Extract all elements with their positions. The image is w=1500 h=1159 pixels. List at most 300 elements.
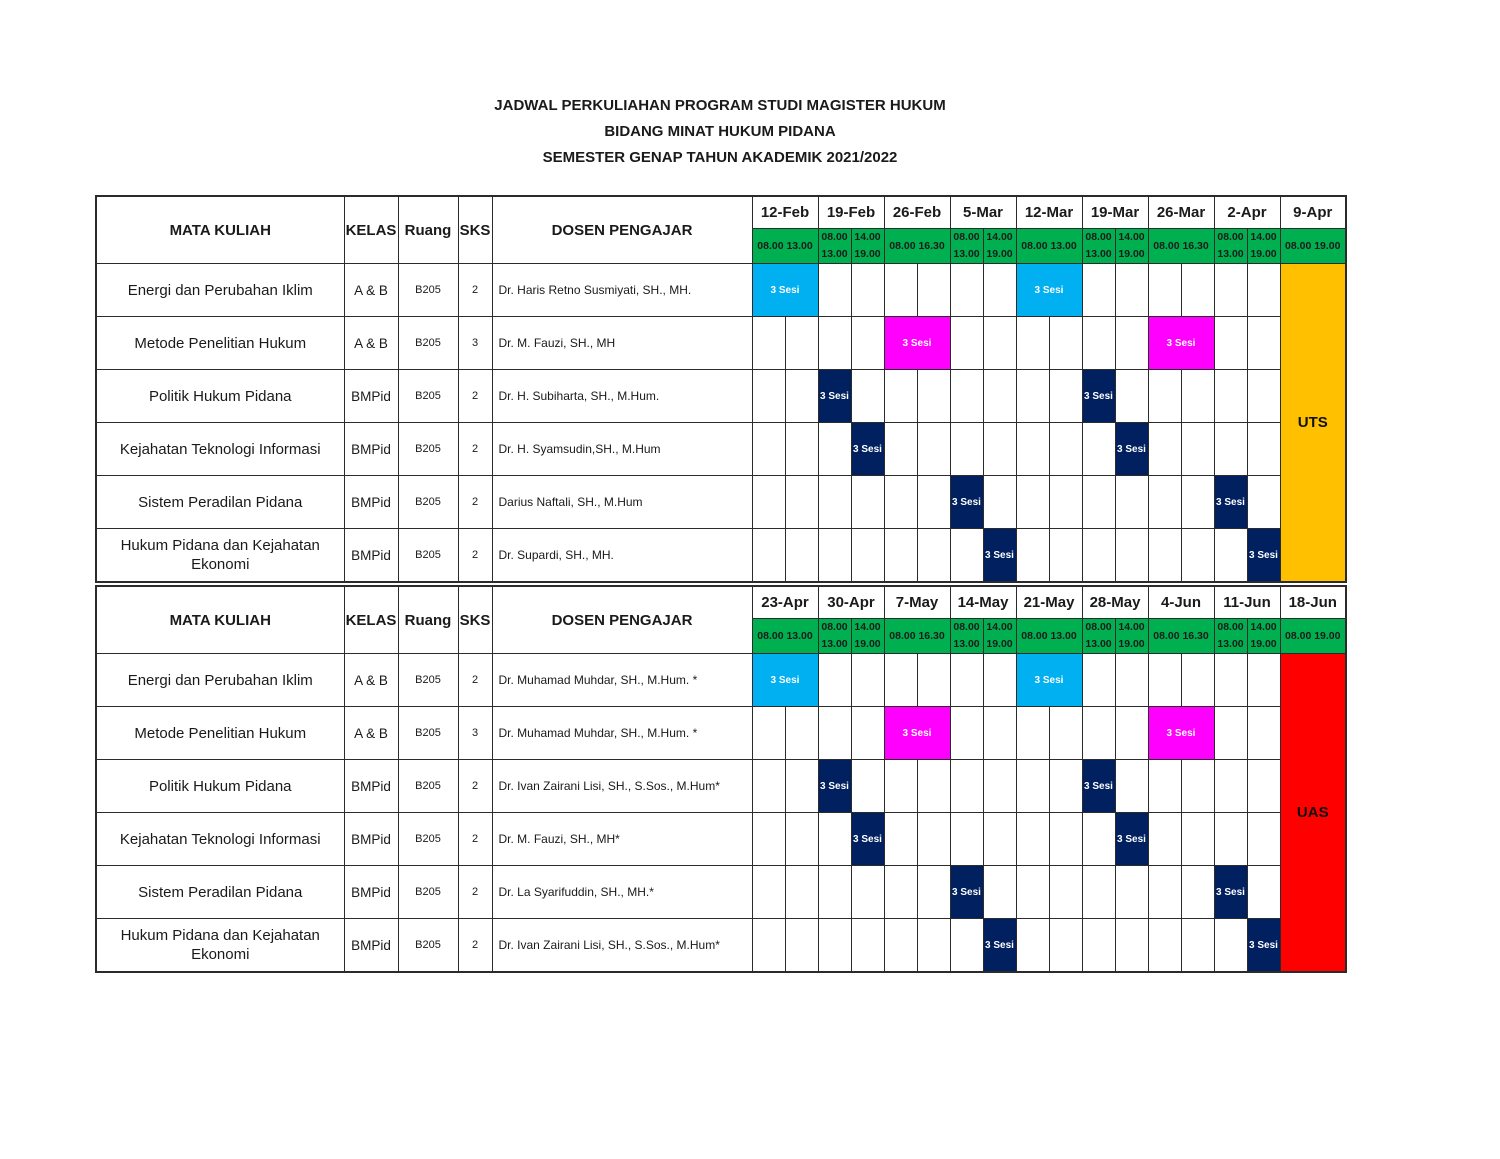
empty-slot xyxy=(884,264,917,317)
empty-slot xyxy=(884,529,917,583)
empty-slot xyxy=(1247,423,1280,476)
empty-slot xyxy=(1049,476,1082,529)
empty-slot xyxy=(1181,919,1214,973)
empty-slot xyxy=(1082,423,1115,476)
time-slot-label: 08.00 xyxy=(1085,231,1112,243)
sks-cell: 2 xyxy=(458,654,492,707)
col-header-ruang: Ruang xyxy=(398,586,458,654)
empty-slot xyxy=(1115,476,1148,529)
empty-slot xyxy=(1016,919,1049,973)
empty-slot xyxy=(884,654,917,707)
empty-slot xyxy=(884,866,917,919)
time-slot-label: 13.00 xyxy=(821,638,848,650)
time-slot-stack xyxy=(1215,229,1247,263)
col-header-ruang: Ruang xyxy=(398,196,458,264)
time-slot-label: 19.00 xyxy=(1118,248,1145,260)
empty-slot xyxy=(884,919,917,973)
time-slot-stack xyxy=(1248,229,1280,263)
empty-slot xyxy=(1016,707,1049,760)
time-slot xyxy=(851,619,884,654)
time-slot-stack xyxy=(1116,619,1148,653)
empty-slot xyxy=(1115,919,1148,973)
empty-slot xyxy=(1082,317,1115,370)
table-row xyxy=(96,919,1346,973)
empty-slot xyxy=(1082,476,1115,529)
schedule-table-second-half xyxy=(95,585,1347,973)
empty-slot xyxy=(1115,707,1148,760)
time-slot-stack xyxy=(951,619,983,653)
empty-slot xyxy=(1181,654,1214,707)
empty-slot xyxy=(785,760,818,813)
col-header-kelas: KELAS xyxy=(344,586,398,654)
table-row xyxy=(96,866,1346,919)
empty-slot xyxy=(950,707,983,760)
empty-slot xyxy=(950,654,983,707)
empty-slot xyxy=(1214,423,1247,476)
empty-slot xyxy=(983,476,1016,529)
empty-slot xyxy=(1115,264,1148,317)
time-slot xyxy=(983,229,1016,264)
empty-slot xyxy=(1148,866,1181,919)
time-slot-label: 14.00 xyxy=(986,231,1013,243)
empty-slot xyxy=(1181,370,1214,423)
time-slot-label: 14.00 xyxy=(1250,621,1277,633)
table-row xyxy=(96,707,1346,760)
time-slot-label: 19.00 xyxy=(1250,248,1277,260)
empty-slot xyxy=(1148,423,1181,476)
time-slot-stack xyxy=(1083,619,1115,653)
dosen-cell: Dr. Haris Retno Susmiyati, SH., MH. xyxy=(492,264,752,317)
table-row xyxy=(96,264,1346,317)
col-header-mata-kuliah: MATA KULIAH xyxy=(96,586,344,654)
ruang-cell: B205 xyxy=(398,529,458,583)
col-header-dosen-pengajar: DOSEN PENGAJAR xyxy=(492,196,752,264)
empty-slot xyxy=(1247,760,1280,813)
course-cell: Energi dan Perubahan Iklim xyxy=(96,654,344,707)
session-cell: 3 Sesi xyxy=(1247,529,1280,583)
empty-slot xyxy=(785,919,818,973)
empty-slot xyxy=(983,370,1016,423)
kelas-cell: A & B xyxy=(344,707,398,760)
sks-cell: 2 xyxy=(458,866,492,919)
session-cell: 3 Sesi xyxy=(818,760,851,813)
course-cell: Metode Penelitian Hukum xyxy=(96,707,344,760)
sks-cell: 2 xyxy=(458,813,492,866)
sks-cell: 2 xyxy=(458,264,492,317)
time-slot: 08.00 16.30 xyxy=(884,619,950,654)
time-slot: 08.00 19.00 xyxy=(1280,619,1346,654)
empty-slot xyxy=(752,317,785,370)
empty-slot xyxy=(1115,370,1148,423)
empty-slot xyxy=(983,317,1016,370)
session-cell: 3 Sesi xyxy=(884,317,950,370)
time-slot-label: 14.00 xyxy=(854,621,881,633)
empty-slot xyxy=(818,707,851,760)
empty-slot xyxy=(1214,707,1247,760)
table-row xyxy=(96,654,1346,707)
empty-slot xyxy=(1247,317,1280,370)
time-slot-label: 19.00 xyxy=(986,638,1013,650)
session-cell: 3 Sesi xyxy=(1148,707,1214,760)
empty-slot xyxy=(785,317,818,370)
empty-slot xyxy=(752,813,785,866)
table-row xyxy=(96,760,1346,813)
empty-slot xyxy=(1214,813,1247,866)
empty-slot xyxy=(917,423,950,476)
sks-cell: 2 xyxy=(458,370,492,423)
empty-slot xyxy=(851,760,884,813)
empty-slot xyxy=(1016,423,1049,476)
kelas-cell: BMPid xyxy=(344,423,398,476)
date-header: 4-Jun xyxy=(1148,586,1214,619)
session-cell: 3 Sesi xyxy=(983,919,1016,973)
ruang-cell: B205 xyxy=(398,866,458,919)
header-row-dates xyxy=(96,196,1346,229)
empty-slot xyxy=(818,423,851,476)
time-slot-label: 19.00 xyxy=(1118,638,1145,650)
date-header: 30-Apr xyxy=(818,586,884,619)
time-slot-stack xyxy=(1248,619,1280,653)
empty-slot xyxy=(1148,813,1181,866)
time-slot-label: 13.00 xyxy=(1217,638,1244,650)
empty-slot xyxy=(950,919,983,973)
empty-slot xyxy=(785,423,818,476)
time-slot-label: 08.00 xyxy=(821,231,848,243)
empty-slot xyxy=(1214,654,1247,707)
time-slot-stack xyxy=(1083,229,1115,263)
empty-slot xyxy=(917,529,950,583)
time-slot: 08.00 13.00 xyxy=(1016,619,1082,654)
empty-slot xyxy=(818,476,851,529)
empty-slot xyxy=(917,760,950,813)
empty-slot xyxy=(950,317,983,370)
sks-cell: 2 xyxy=(458,476,492,529)
empty-slot xyxy=(983,654,1016,707)
date-header: 7-May xyxy=(884,586,950,619)
empty-slot xyxy=(1016,813,1049,866)
empty-slot xyxy=(851,866,884,919)
ruang-cell: B205 xyxy=(398,370,458,423)
course-cell: Energi dan Perubahan Iklim xyxy=(96,264,344,317)
empty-slot xyxy=(752,866,785,919)
empty-slot xyxy=(1115,866,1148,919)
ruang-cell: B205 xyxy=(398,760,458,813)
empty-slot xyxy=(1148,529,1181,583)
empty-slot xyxy=(851,476,884,529)
empty-slot xyxy=(1181,264,1214,317)
time-slot xyxy=(818,619,851,654)
empty-slot xyxy=(917,919,950,973)
empty-slot xyxy=(884,760,917,813)
empty-slot xyxy=(752,423,785,476)
empty-slot xyxy=(818,813,851,866)
empty-slot xyxy=(1082,707,1115,760)
empty-slot xyxy=(1016,866,1049,919)
course-cell: Hukum Pidana dan Kejahatan Ekonomi xyxy=(96,919,344,973)
empty-slot xyxy=(818,529,851,583)
time-slot: 08.00 13.00 xyxy=(752,229,818,264)
time-slot-label: 08.00 xyxy=(821,621,848,633)
exam-block: UAS xyxy=(1280,654,1346,973)
session-cell: 3 Sesi xyxy=(1115,813,1148,866)
empty-slot xyxy=(752,476,785,529)
ruang-cell: B205 xyxy=(398,707,458,760)
kelas-cell: BMPid xyxy=(344,370,398,423)
empty-slot xyxy=(1148,760,1181,813)
empty-slot xyxy=(851,264,884,317)
empty-slot xyxy=(917,476,950,529)
dosen-cell: Dr. Ivan Zairani Lisi, SH., S.Sos., M.Hum* xyxy=(492,760,752,813)
date-header: 12-Feb xyxy=(752,196,818,229)
time-slot xyxy=(1247,229,1280,264)
empty-slot xyxy=(1082,813,1115,866)
empty-slot xyxy=(1214,919,1247,973)
time-slot-stack xyxy=(1215,619,1247,653)
empty-slot xyxy=(1247,654,1280,707)
empty-slot xyxy=(1181,423,1214,476)
empty-slot xyxy=(983,760,1016,813)
kelas-cell: BMPid xyxy=(344,476,398,529)
time-slot-label: 19.00 xyxy=(1250,638,1277,650)
dosen-cell: Dr. Supardi, SH., MH. xyxy=(492,529,752,583)
session-cell: 3 Sesi xyxy=(752,264,818,317)
empty-slot xyxy=(983,264,1016,317)
time-slot xyxy=(1115,619,1148,654)
empty-slot xyxy=(1181,529,1214,583)
exam-block: UTS xyxy=(1280,264,1346,583)
sks-cell: 3 xyxy=(458,317,492,370)
title-line-3: SEMESTER GENAP TAHUN AKADEMIK 2021/2022 xyxy=(542,149,898,166)
time-slot-label: 14.00 xyxy=(1250,231,1277,243)
empty-slot xyxy=(1049,866,1082,919)
time-slot-label: 08.00 xyxy=(953,621,980,633)
time-slot-label: 13.00 xyxy=(1085,638,1112,650)
empty-slot xyxy=(1148,370,1181,423)
empty-slot xyxy=(1049,760,1082,813)
ruang-cell: B205 xyxy=(398,654,458,707)
empty-slot xyxy=(1016,317,1049,370)
time-slot-label: 19.00 xyxy=(854,638,881,650)
time-slot-stack xyxy=(984,229,1016,263)
empty-slot xyxy=(1181,813,1214,866)
time-slot: 08.00 13.00 xyxy=(752,619,818,654)
empty-slot xyxy=(1049,370,1082,423)
empty-slot xyxy=(1247,264,1280,317)
date-header: 21-May xyxy=(1016,586,1082,619)
empty-slot xyxy=(785,707,818,760)
course-cell: Metode Penelitian Hukum xyxy=(96,317,344,370)
course-cell: Sistem Peradilan Pidana xyxy=(96,866,344,919)
time-slot-label: 08.00 xyxy=(1217,231,1244,243)
empty-slot xyxy=(1181,476,1214,529)
schedule-table-first-half xyxy=(95,195,1347,583)
time-slot xyxy=(1115,229,1148,264)
empty-slot xyxy=(983,707,1016,760)
session-cell: 3 Sesi xyxy=(884,707,950,760)
empty-slot xyxy=(1214,264,1247,317)
empty-slot xyxy=(1049,813,1082,866)
empty-slot xyxy=(1016,760,1049,813)
empty-slot xyxy=(1115,654,1148,707)
session-cell: 3 Sesi xyxy=(1016,264,1082,317)
empty-slot xyxy=(752,760,785,813)
time-slot-stack xyxy=(852,229,884,263)
empty-slot xyxy=(1214,370,1247,423)
time-slot-label: 13.00 xyxy=(821,248,848,260)
session-cell: 3 Sesi xyxy=(1016,654,1082,707)
empty-slot xyxy=(1214,317,1247,370)
course-cell: Kejahatan Teknologi Informasi xyxy=(96,423,344,476)
kelas-cell: BMPid xyxy=(344,919,398,973)
col-header-sks: SKS xyxy=(458,196,492,264)
session-cell: 3 Sesi xyxy=(1148,317,1214,370)
ruang-cell: B205 xyxy=(398,476,458,529)
empty-slot xyxy=(1148,476,1181,529)
session-cell: 3 Sesi xyxy=(818,370,851,423)
dosen-cell: Dr. H. Syamsudin,SH., M.Hum xyxy=(492,423,752,476)
time-slot-label: 14.00 xyxy=(854,231,881,243)
date-header: 14-May xyxy=(950,586,1016,619)
empty-slot xyxy=(818,654,851,707)
empty-slot xyxy=(884,813,917,866)
date-header: 19-Feb xyxy=(818,196,884,229)
date-header: 9-Apr xyxy=(1280,196,1346,229)
empty-slot xyxy=(1049,919,1082,973)
time-slot: 08.00 13.00 xyxy=(1016,229,1082,264)
table-row xyxy=(96,813,1346,866)
empty-slot xyxy=(1082,264,1115,317)
empty-slot xyxy=(851,317,884,370)
kelas-cell: A & B xyxy=(344,654,398,707)
empty-slot xyxy=(983,813,1016,866)
kelas-cell: BMPid xyxy=(344,866,398,919)
empty-slot xyxy=(1016,476,1049,529)
time-slot xyxy=(1247,619,1280,654)
time-slot-label: 08.00 xyxy=(1217,621,1244,633)
empty-slot xyxy=(950,529,983,583)
empty-slot xyxy=(752,529,785,583)
dosen-cell: Dr. Ivan Zairani Lisi, SH., S.Sos., M.Hum* xyxy=(492,919,752,973)
time-slot-label: 14.00 xyxy=(1118,621,1145,633)
time-slot-label: 13.00 xyxy=(1085,248,1112,260)
table-row xyxy=(96,476,1346,529)
empty-slot xyxy=(1181,866,1214,919)
empty-slot xyxy=(983,866,1016,919)
empty-slot xyxy=(785,476,818,529)
empty-slot xyxy=(818,866,851,919)
date-header: 18-Jun xyxy=(1280,586,1346,619)
time-slot-stack xyxy=(984,619,1016,653)
empty-slot xyxy=(752,919,785,973)
empty-slot xyxy=(917,813,950,866)
empty-slot xyxy=(785,813,818,866)
time-slot-label: 08.00 xyxy=(1085,621,1112,633)
date-header: 2-Apr xyxy=(1214,196,1280,229)
session-cell: 3 Sesi xyxy=(950,866,983,919)
sks-cell: 3 xyxy=(458,707,492,760)
dosen-cell: Dr. M. Fauzi, SH., MH xyxy=(492,317,752,370)
empty-slot xyxy=(1115,317,1148,370)
empty-slot xyxy=(1181,760,1214,813)
sks-cell: 2 xyxy=(458,529,492,583)
time-slot xyxy=(1214,619,1247,654)
empty-slot xyxy=(1247,707,1280,760)
time-slot xyxy=(1214,229,1247,264)
sks-cell: 2 xyxy=(458,423,492,476)
session-cell: 3 Sesi xyxy=(1082,370,1115,423)
title-line-2: BIDANG MINAT HUKUM PIDANA xyxy=(604,123,836,140)
empty-slot xyxy=(1082,529,1115,583)
session-cell: 3 Sesi xyxy=(851,813,884,866)
dosen-cell: Dr. H. Subiharta, SH., M.Hum. xyxy=(492,370,752,423)
time-slot-stack xyxy=(852,619,884,653)
empty-slot xyxy=(1148,919,1181,973)
time-slot-label: 14.00 xyxy=(1118,231,1145,243)
empty-slot xyxy=(818,919,851,973)
sks-cell: 2 xyxy=(458,760,492,813)
empty-slot xyxy=(917,370,950,423)
date-header: 23-Apr xyxy=(752,586,818,619)
empty-slot xyxy=(1049,423,1082,476)
empty-slot xyxy=(983,423,1016,476)
empty-slot xyxy=(1247,370,1280,423)
time-slot-stack xyxy=(819,229,851,263)
empty-slot xyxy=(851,707,884,760)
empty-slot xyxy=(1115,760,1148,813)
empty-slot xyxy=(1214,760,1247,813)
empty-slot xyxy=(785,529,818,583)
col-header-sks: SKS xyxy=(458,586,492,654)
time-slot: 08.00 19.00 xyxy=(1280,229,1346,264)
empty-slot xyxy=(1148,264,1181,317)
time-slot-label: 13.00 xyxy=(953,638,980,650)
empty-slot xyxy=(917,264,950,317)
empty-slot xyxy=(884,423,917,476)
empty-slot xyxy=(1082,654,1115,707)
empty-slot xyxy=(1049,317,1082,370)
session-cell: 3 Sesi xyxy=(983,529,1016,583)
kelas-cell: BMPid xyxy=(344,760,398,813)
time-slot-stack xyxy=(951,229,983,263)
empty-slot xyxy=(917,866,950,919)
time-slot xyxy=(1082,619,1115,654)
empty-slot xyxy=(818,317,851,370)
time-slot-stack xyxy=(819,619,851,653)
time-slot: 08.00 16.30 xyxy=(1148,229,1214,264)
empty-slot xyxy=(785,866,818,919)
date-header: 19-Mar xyxy=(1082,196,1148,229)
course-cell: Politik Hukum Pidana xyxy=(96,760,344,813)
empty-slot xyxy=(1049,529,1082,583)
empty-slot xyxy=(950,370,983,423)
time-slot-label: 08.00 xyxy=(953,231,980,243)
course-cell: Politik Hukum Pidana xyxy=(96,370,344,423)
col-header-mata-kuliah: MATA KULIAH xyxy=(96,196,344,264)
date-header: 11-Jun xyxy=(1214,586,1280,619)
ruang-cell: B205 xyxy=(398,317,458,370)
table-row xyxy=(96,317,1346,370)
session-cell: 3 Sesi xyxy=(1082,760,1115,813)
session-cell: 3 Sesi xyxy=(1247,919,1280,973)
time-slot xyxy=(851,229,884,264)
table-row xyxy=(96,423,1346,476)
date-header: 5-Mar xyxy=(950,196,1016,229)
course-cell: Kejahatan Teknologi Informasi xyxy=(96,813,344,866)
empty-slot xyxy=(1016,529,1049,583)
date-header: 12-Mar xyxy=(1016,196,1082,229)
empty-slot xyxy=(1148,654,1181,707)
session-cell: 3 Sesi xyxy=(1214,476,1247,529)
